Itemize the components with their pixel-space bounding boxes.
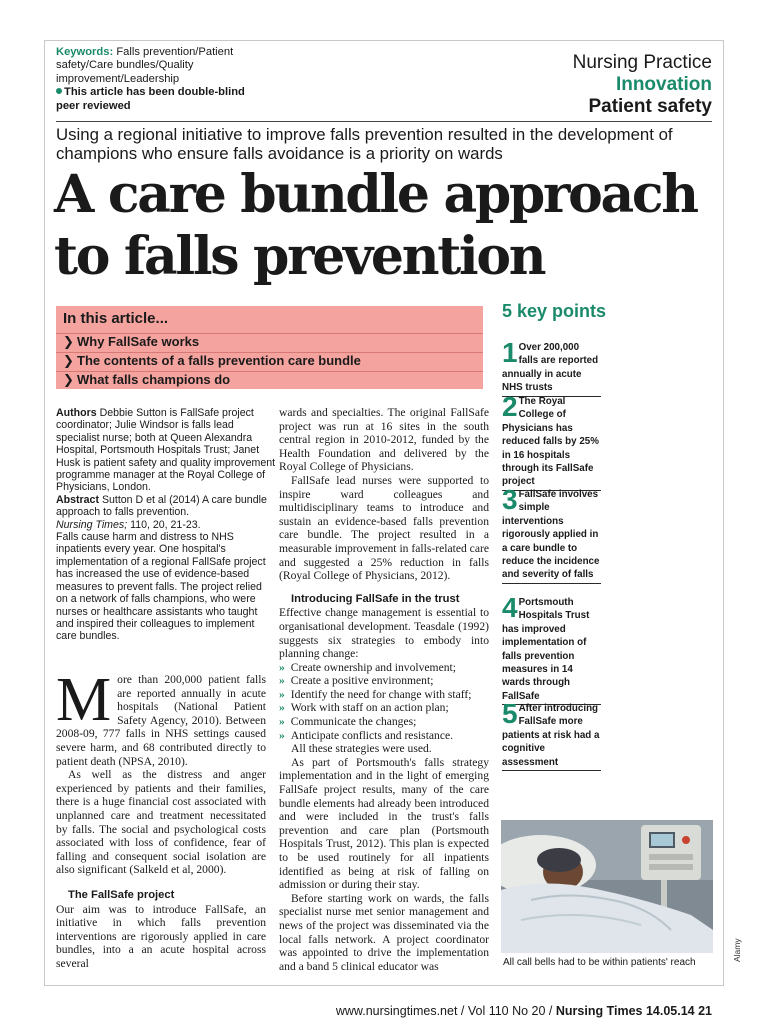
list-item-text: Create a positive environment; — [290, 674, 434, 688]
list-item — [279, 701, 489, 715]
body-paragraph: wards and specialties. The original FallSafe project was run at 16 sites in the south central region in 2010-2012, funded by the Health Foundation and delivered by the Royal College of Physicians. — [279, 406, 489, 474]
authors-abstract — [56, 407, 276, 643]
list-item-text: Communicate the changes; — [290, 715, 417, 729]
key-point — [502, 337, 601, 397]
key-point-number: 1 — [502, 337, 518, 368]
list-item — [279, 715, 489, 729]
list-item — [279, 674, 489, 688]
bullet-icon — [56, 88, 62, 94]
article-item-label: The contents of a falls prevention care bundle — [77, 353, 361, 368]
list-item-text: Identify the need for change with staff; — [290, 687, 472, 701]
key-point — [502, 698, 601, 771]
section-nursing-practice: Nursing Practice — [572, 52, 712, 73]
photo-caption: All call bells had to be within patients' reach — [503, 957, 696, 968]
list-marker: » — [279, 660, 285, 674]
in-this-article-title: In this article... — [63, 310, 169, 327]
section-labels — [452, 52, 712, 118]
body-paragraph: All these strategies were used. — [291, 742, 432, 756]
journal-ref: 110, 20, 21-23. — [130, 518, 201, 531]
key-point-text: The Royal College of Physicians has reduced falls by 25% in 16 hospitals through its FallSafe project — [502, 396, 599, 488]
keywords-text: Falls prevention/Patient safety/Care bundles/Quality improvement/Leadership — [56, 46, 234, 85]
authors-label: Authors — [56, 407, 97, 419]
section-patient-safety: Patient safety — [588, 96, 712, 117]
section-innovation: Innovation — [615, 74, 712, 95]
abstract-citation: Sutton D et al (2014) A care bundle approach to falls prevention. — [56, 493, 267, 519]
header-divider — [56, 121, 712, 122]
list-marker: » — [279, 701, 285, 715]
subheading: The FallSafe project — [68, 888, 175, 901]
list-item — [279, 661, 489, 675]
drop-cap: M — [56, 666, 112, 734]
key-point-text: Over 200,000 falls are reported annually in acute NHS trusts — [502, 342, 599, 394]
page-footer — [336, 1004, 712, 1018]
article-item-label: Why FallSafe works — [77, 334, 200, 349]
authors-text: Debbie Sutton is FallSafe project coordinator; Julie Windsor is falls lead specialist nurse; both at Queen Alexandra Hospital, Portsmouth Hospitals Trust; Janet Husk is patient safety and quality improvement programme manager at the Royal College of Physicians, London. — [56, 407, 276, 494]
key-point-number: 3 — [502, 484, 518, 515]
page-title — [54, 164, 734, 288]
article-item-label: What falls champions do — [77, 372, 231, 387]
list-item-text: Create ownership and involvement; — [290, 660, 456, 674]
key-point-text: FallSafe involves simple interventions rigorously applied in a care bundle to reduce the incidence and severity of falls — [502, 489, 600, 581]
key-point-number: 4 — [502, 592, 518, 623]
body-paragraph: Before starting work on wards, the falls specialist nurse met senior management and news of the project was disseminated via the local falls network. A project coordinator was appointed to drive the implementation and a band 5 clinical educator was — [279, 891, 489, 973]
keywords-label: Keywords: — [56, 46, 114, 58]
body-column-2 — [279, 406, 489, 973]
page-number: 21 — [698, 1004, 712, 1018]
body-paragraph: Our aim was to introduce FallSafe, an initiative in which falls prevention interventions are rigorously applied in care bundles, into a an acute hospital across several — [56, 902, 266, 970]
chevron-right-icon: ❯ — [63, 372, 74, 387]
body-column-1 — [56, 666, 266, 970]
list-item — [279, 729, 489, 743]
body-paragraph: FallSafe lead nurses were supported to inspire ward colleagues and multidisciplinary teams to introduce and sustain an evidence-based falls prevention care bundle. The project resulted in a measurable improvement in falls-related care and suggested a 25% reduction in falls (Royal College of Physicians, 2012). — [279, 473, 489, 583]
journal-name: Nursing Times; — [56, 518, 128, 531]
list-marker: » — [279, 687, 285, 701]
list-item-text: Anticipate conflicts and resistance. — [290, 728, 454, 742]
headline-line-1: A care bundle approach — [54, 164, 697, 225]
standfirst: Using a regional initiative to improve falls prevention resulted in the development of champions who ensure falls avoidance is a priority on wards — [56, 125, 673, 163]
strategy-list — [279, 661, 489, 743]
patient-photo — [501, 820, 713, 953]
keywords-block — [56, 46, 271, 113]
key-point-text: After introducing FallSafe more patients at risk had a cognitive assessment — [502, 703, 600, 768]
body-paragraph: As part of Portsmouth's falls strategy implementation and in the light of emerging FallSafe project results, many of the care bundle elements had already been introduced and were included in the trust's falls prevention and care plan (Portsmouth Hospitals Trust, 2012). This plan is expected to be used routinely for all inpatients identified as being at risk of falling on admission or during their stay. — [279, 755, 489, 892]
key-point-number: 2 — [502, 391, 518, 422]
article-item — [63, 371, 230, 388]
article-item — [63, 352, 361, 369]
list-item-text: Work with staff on an action plan; — [290, 701, 449, 715]
chevron-right-icon: ❯ — [63, 353, 74, 368]
key-point — [502, 592, 601, 705]
photo-credit: Alamy — [732, 938, 742, 962]
chevron-right-icon: ❯ — [63, 334, 74, 349]
key-point-text: Portsmouth Hospitals Trust has improved implementation of falls prevention measures in 14 wards through FallSafe — [502, 597, 590, 702]
footer-issue: Nursing Times 14.05.14 — [555, 1004, 695, 1018]
footer-url: www.nursingtimes.net / Vol 110 No 20 / — [335, 1004, 553, 1018]
body-paragraph: Effective change management is essential to organisational development. Teasdale (1992) suggests six strategies to embody into planning change: — [279, 606, 489, 661]
list-marker: » — [279, 728, 285, 742]
key-points-title: 5 key points — [502, 301, 607, 321]
body-paragraph: As well as the distress and anger experienced by patients and their families, there is a huge financial cost associated with unplanned care and treatment necessitated by falls. The social and psychological costs associated with loss of confidence, fear of falling and consequent social isolation are also significant (Salkeld et al, 2000). — [56, 768, 266, 877]
in-this-article-box — [56, 306, 483, 389]
key-point — [502, 484, 601, 584]
abstract-text: Falls cause harm and distress to NHS inpatients every year. One hospital's implementation of a regional FallSafe project has increased the use of evidence-based measures to prevent falls. The project relied on a network of falls champions, who were nurses or healthcare assistants who taught and inspired their colleagues to implement care bundles. — [56, 531, 266, 643]
headline-line-2: to falls prevention — [54, 226, 545, 287]
subheading: Introducing FallSafe in the trust — [291, 592, 460, 605]
peer-review-note: This article has been double-blind peer reviewed — [56, 86, 245, 112]
key-point — [502, 391, 601, 491]
list-marker: » — [279, 715, 285, 729]
abstract-label: Abstract — [56, 493, 99, 506]
body-paragraph: ore than 200,000 patient falls are reported annually in acute hospitals (National Patient Safety Agency, 2010). Between 2008-09, 777 falls in NHS settings caused severe harm, and 68 contributed directly to patient death (NPSA, 2010). — [56, 673, 266, 768]
article-item — [63, 333, 199, 350]
list-item — [279, 688, 489, 702]
key-point-number: 5 — [502, 698, 518, 729]
list-marker: » — [279, 674, 285, 688]
